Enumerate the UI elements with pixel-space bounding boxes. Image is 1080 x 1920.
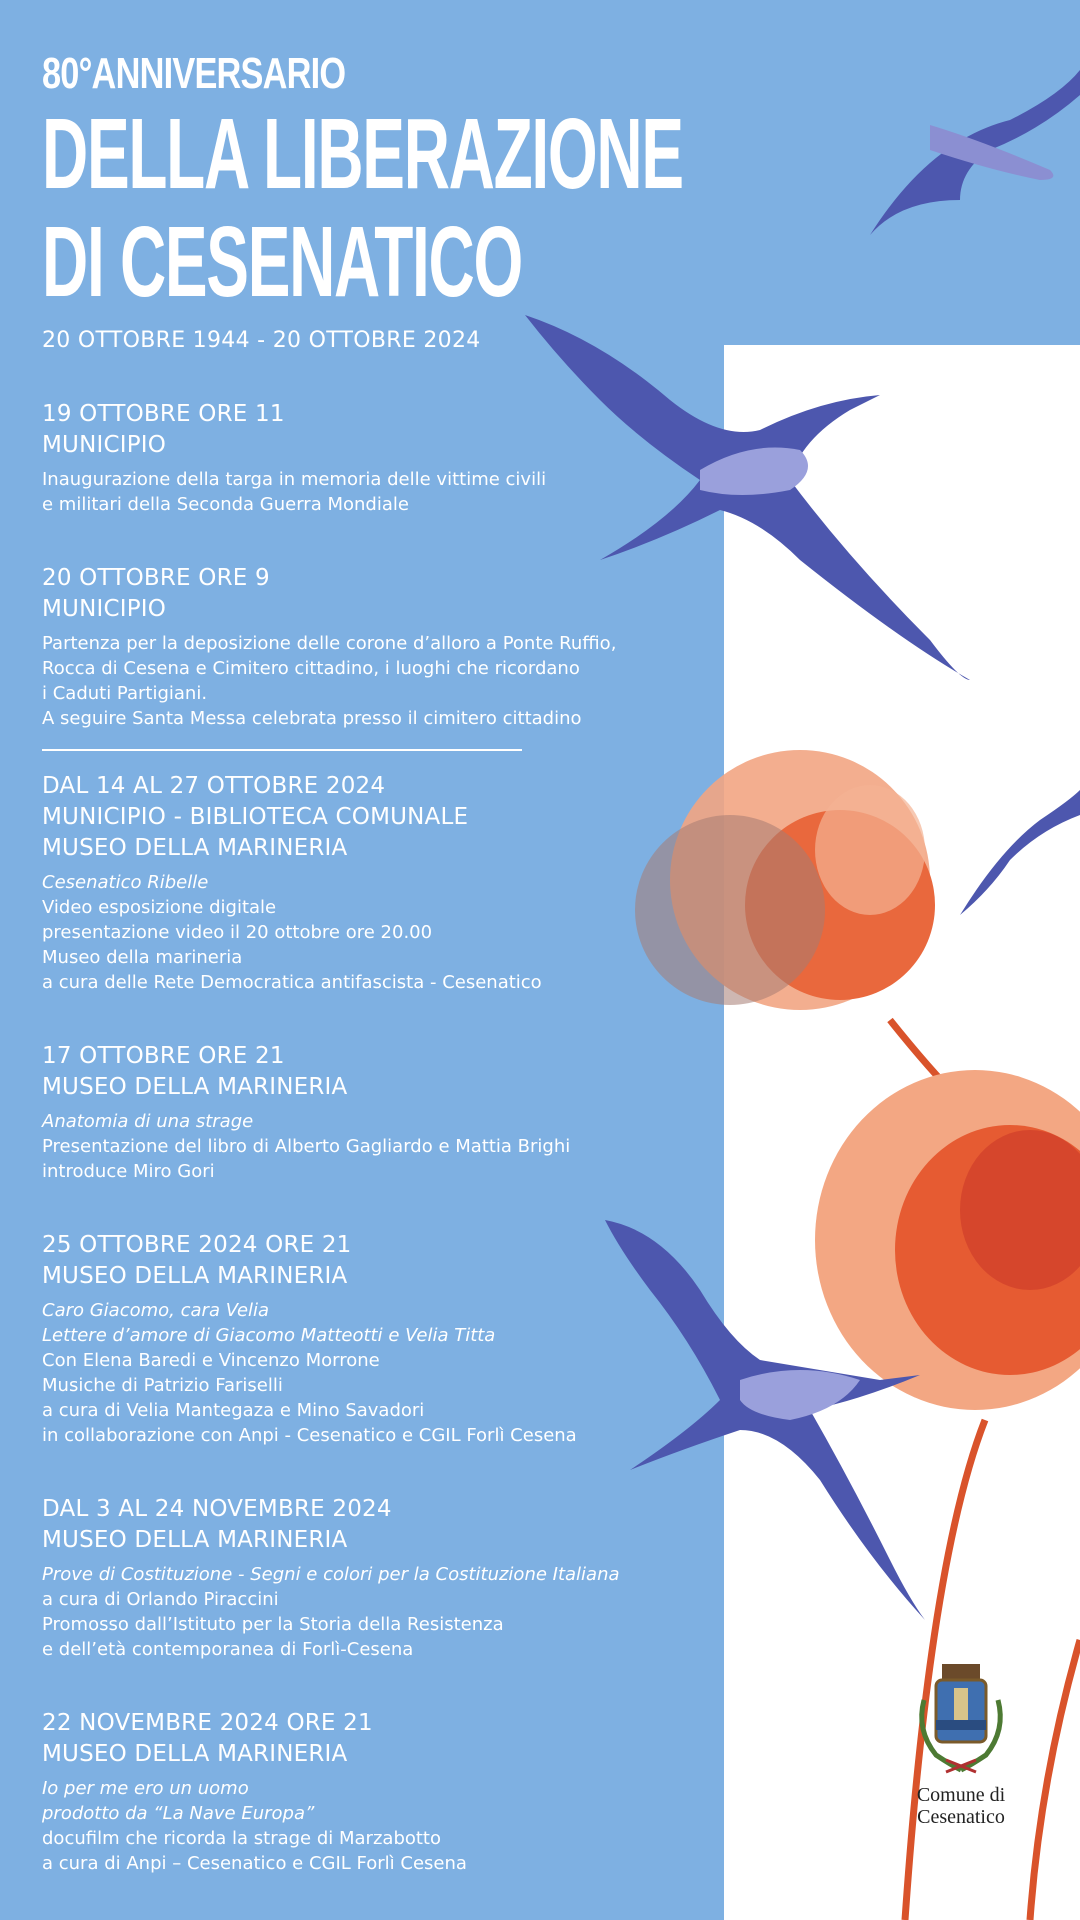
anniversary-dates: 20 OTTOBRE 1944 - 20 OTTOBRE 2024 [42,328,481,353]
coat-of-arms-icon [906,1660,1016,1780]
event-description [42,870,702,995]
event-location: MUSEO DELLA MARINERIA [42,1527,348,1553]
event-text-line: A seguire Santa Messa celebrata presso il cimitero cittadino [42,708,582,729]
event-text-line: i Caduti Partigiani. [42,683,208,704]
event-text-line: Con Elena Baredi e Vincenzo Morrone [42,1350,380,1371]
event-description [42,1776,702,1876]
logo-text-line-1: Comune di [916,1784,1006,1806]
poppy-flower-big [815,1070,1080,1410]
event-text-line: Inaugurazione della targa in memoria delle vittime civili [42,469,547,490]
event-list [42,399,702,1876]
event-location: MUSEO DELLA MARINERIA [42,1074,348,1100]
event-block [42,1708,702,1876]
event-text-line: Rocca di Cesena e Cimitero cittadino, i luoghi che ricordano [42,658,580,679]
event-date: 22 NOVEMBRE 2024 ORE 21 [42,1710,373,1736]
poster-content [42,48,702,1876]
event-title: Cesenatico Ribelle [42,872,209,893]
poppy-stem [1030,1640,1080,1920]
event-text-line: a cura di Anpi – Cesenatico e CGIL Forlì Cesena [42,1853,467,1874]
event-block [42,1230,702,1448]
event-location: MUSEO DELLA MARINERIA [42,835,348,861]
event-text-line: presentazione video il 20 ottobre ore 20.00 [42,922,433,943]
event-description [42,1109,702,1184]
event-description [42,1298,702,1448]
event-date: DAL 3 AL 24 NOVEMBRE 2024 [42,1496,392,1522]
event-location: MUNICIPIO [42,596,167,622]
event-text-line: Presentazione del libro di Alberto Gagliardo e Mattia Brighi [42,1136,571,1157]
event-text-line: a cura di Velia Mantegaza e Mino Savadori [42,1400,425,1421]
title-line-1: DELLA LIBERAZIONE [42,98,683,210]
event-description [42,467,702,517]
section-divider [42,749,522,751]
event-block [42,399,702,517]
event-text-line: a cura delle Rete Democratica antifascista - Cesenatico [42,972,542,993]
event-location: MUSEO DELLA MARINERIA [42,1741,348,1767]
event-block [42,1041,702,1184]
event-date: 25 OTTOBRE 2024 ORE 21 [42,1232,352,1258]
event-text-line: introduce Miro Gori [42,1161,215,1182]
event-text-line: Musiche di Patrizio Fariselli [42,1375,283,1396]
event-description [42,1562,702,1662]
event-title: Caro Giacomo, cara Velia [42,1300,270,1321]
event-description [42,631,702,731]
event-text-line: in collaborazione con Anpi - Cesenatico e CGIL Forlì Cesena [42,1425,577,1446]
comune-logo [896,1660,1026,1828]
event-title: Anatomia di una strage [42,1111,254,1132]
event-title: Prove di Costituzione - Segni e colori per la Costituzione Italiana [42,1564,620,1585]
seagull-top-right [870,70,1080,235]
event-block [42,1494,702,1662]
event-text-line: Partenza per la deposizione delle corone d’alloro a Ponte Ruffio, [42,633,617,654]
event-text-line: e militari della Seconda Guerra Mondiale [42,494,409,515]
logo-text-line-2: Cesenatico [917,1806,1005,1828]
event-title: prodotto da “La Nave Europa” [42,1803,315,1824]
title-line-2: DI CESENATICO [42,206,522,318]
event-block [42,771,702,995]
event-block [42,563,702,731]
event-text-line: a cura di Orlando Piraccini [42,1589,279,1610]
event-text-line: e dell’età contemporanea di Forlì-Cesena [42,1639,414,1660]
event-text-line: Video esposizione digitale [42,897,277,918]
event-title: Io per me ero un uomo [42,1778,249,1799]
event-text-line: docufilm che ricorda la strage di Marzabotto [42,1828,442,1849]
event-text-line: Museo della marineria [42,947,243,968]
event-title: Lettere d’amore di Giacomo Matteotti e Velia Titta [42,1325,496,1346]
anniversary-heading: 80°ANNIVERSARIO [42,49,346,98]
event-date: DAL 14 AL 27 OTTOBRE 2024 [42,773,386,799]
event-location: MUSEO DELLA MARINERIA [42,1263,348,1289]
seagull-middle-right [960,790,1080,915]
event-date: 17 OTTOBRE ORE 21 [42,1043,285,1069]
event-location: MUNICIPIO [42,432,167,458]
event-date: 19 OTTOBRE ORE 11 [42,401,285,427]
event-text-line: Promosso dall’Istituto per la Storia della Resistenza [42,1614,504,1635]
event-date: 20 OTTOBRE ORE 9 [42,565,270,591]
event-location: MUNICIPIO - BIBLIOTECA COMUNALE [42,804,469,830]
